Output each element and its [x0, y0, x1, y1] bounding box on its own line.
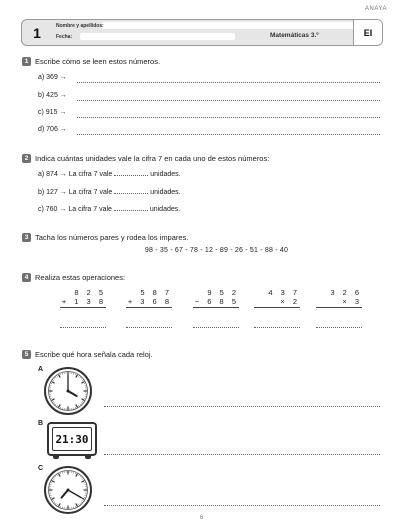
q2-item-a [38, 171, 181, 178]
operand-top: 4 3 7 [268, 288, 300, 297]
question-number: 1 [22, 57, 31, 66]
operand-bottom: × 3 [342, 297, 362, 306]
question-1-title [22, 57, 160, 66]
operation-rule [193, 307, 239, 308]
worksheet-header [21, 19, 383, 46]
digital-display: 21:30 [52, 427, 92, 451]
answer-blank[interactable] [114, 210, 148, 211]
q1-item-d: d) 706 → [38, 126, 67, 133]
item-prefix: b) 127 → La cifra 7 vale [38, 189, 113, 196]
clock-label-c: C [38, 465, 44, 472]
result-blank[interactable] [316, 317, 362, 328]
item-suffix: unidades. [149, 206, 181, 213]
name-label: Nombre y apellidos: [56, 23, 104, 29]
answer-line[interactable] [104, 454, 380, 455]
level-code: EI [353, 20, 382, 45]
operand-bottom: + 1 3 8 [61, 297, 106, 306]
subject-label: Matemáticas 3.º [270, 32, 319, 39]
question-text: Tacha los números pares y rodea los impares. [35, 233, 189, 242]
answer-blank[interactable] [114, 175, 148, 176]
operation-rule [254, 307, 300, 308]
operand-bottom: × 2 [280, 297, 300, 306]
q1-item-b: b) 425 → [38, 92, 67, 99]
question-number: 2 [22, 154, 31, 163]
operand-bottom: + 3 6 8 [127, 297, 172, 306]
answer-line[interactable] [77, 117, 380, 118]
publisher-logo: ANAYA [365, 6, 387, 12]
question-text: Escribe cómo se leen estos números. [35, 57, 161, 66]
question-4-title [22, 273, 125, 282]
question-text: Indica cuántas unidades vale la cifra 7 en cada uno de estos números: [35, 154, 270, 163]
operation-4 [254, 288, 300, 328]
digital-clock-icon [47, 422, 97, 462]
operation-1 [60, 288, 106, 328]
question-2-title [22, 154, 269, 163]
answer-line[interactable] [77, 134, 380, 135]
operation-3 [193, 288, 239, 328]
number-sequence[interactable]: 98 - 35 - 67 - 78 - 12 - 89 - 26 - 51 - 88 - 40 [144, 247, 289, 254]
clock-label-b: B [38, 420, 44, 427]
name-field[interactable] [102, 22, 372, 29]
operation-5 [316, 288, 362, 328]
date-field[interactable] [80, 33, 235, 40]
result-blank[interactable] [254, 317, 300, 328]
question-text: Realiza estas operaciones: [35, 273, 126, 282]
question-number: 3 [22, 233, 31, 242]
question-text: Escribe qué hora señala cada reloj. [35, 350, 153, 359]
item-suffix: unidades. [150, 189, 181, 196]
q1-item-a: a) 369 → [38, 74, 67, 81]
q2-item-b [38, 189, 181, 196]
operand-top: 9 5 2 [207, 288, 239, 297]
answer-line[interactable] [77, 100, 380, 101]
question-number: 5 [22, 350, 31, 359]
unit-number: 1 [33, 24, 41, 41]
answer-line[interactable] [77, 82, 380, 83]
question-number: 4 [22, 273, 31, 282]
operand-bottom: − 6 8 5 [194, 297, 239, 306]
question-5-title [22, 350, 153, 359]
result-blank[interactable] [126, 317, 172, 328]
operation-rule [126, 307, 172, 308]
operand-top: 3 2 6 [330, 288, 362, 297]
page-number: 6 [199, 515, 204, 521]
question-3-title [22, 233, 188, 242]
analog-clock-icon [43, 366, 93, 416]
answer-blank[interactable] [114, 193, 148, 194]
answer-line[interactable] [104, 406, 380, 407]
analog-clock-icon [43, 465, 93, 515]
operation-2 [126, 288, 172, 328]
item-prefix: c) 760 → La cifra 7 vale [38, 206, 112, 213]
operand-top: 5 8 7 [140, 288, 172, 297]
result-blank[interactable] [193, 317, 239, 328]
q1-item-c: c) 915 → [38, 109, 67, 116]
answer-line[interactable] [104, 505, 380, 506]
operand-top: 8 2 5 [74, 288, 106, 297]
result-blank[interactable] [60, 317, 106, 328]
operation-rule [60, 307, 106, 308]
item-suffix: unidades. [150, 171, 181, 178]
date-label: Fecha: [56, 34, 73, 40]
item-prefix: a) 874 → La cifra 7 vale [38, 171, 113, 178]
clock-label-a: A [38, 366, 44, 373]
operation-rule [316, 307, 362, 308]
q2-item-c [38, 206, 180, 213]
